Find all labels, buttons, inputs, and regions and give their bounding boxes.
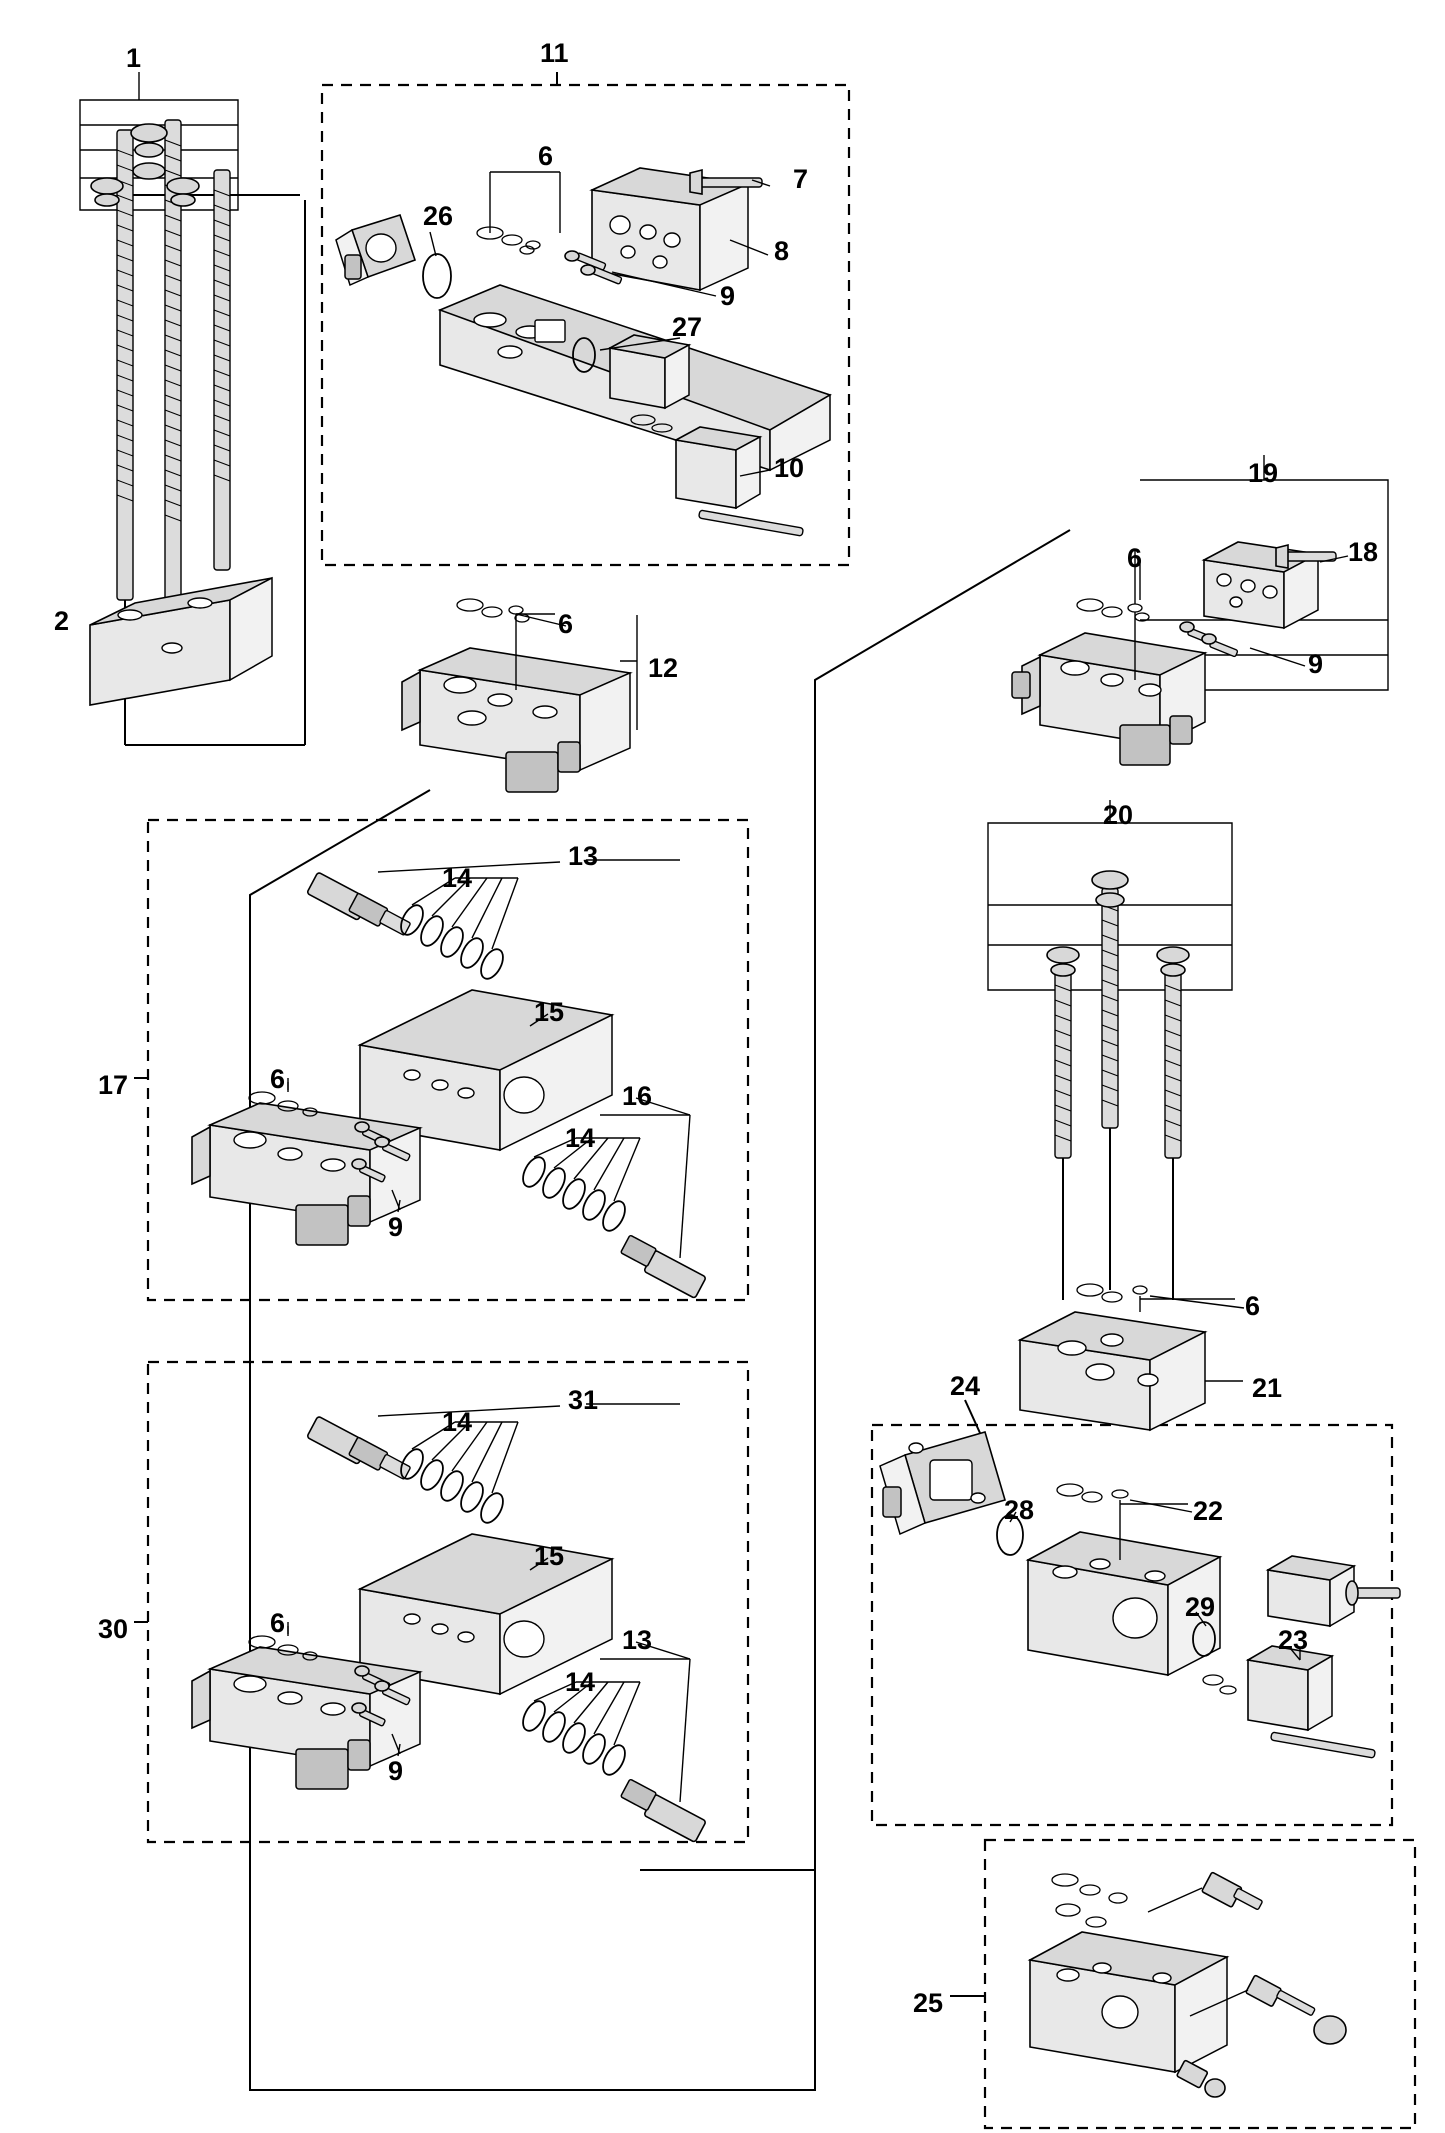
- callout-12: 12: [648, 653, 679, 683]
- callout-19: 19: [1248, 458, 1279, 488]
- callout-7: 7: [793, 164, 809, 194]
- callout-9d: 9: [1308, 649, 1324, 679]
- callout-6e: 6: [1127, 543, 1143, 573]
- callout-28: 28: [1004, 1495, 1035, 1525]
- callout-2: 2: [54, 606, 70, 636]
- callout-8: 8: [774, 236, 790, 266]
- callout-22: 22: [1193, 1496, 1224, 1526]
- callout-31: 31: [568, 1385, 599, 1415]
- callout-9c: 9: [388, 1756, 404, 1786]
- callout-27: 27: [672, 312, 703, 342]
- callout-13a: 13: [568, 841, 599, 871]
- callout-16: 16: [622, 1081, 653, 1111]
- callout-21: 21: [1252, 1373, 1283, 1403]
- callout-17: 17: [98, 1070, 129, 1100]
- callout-26: 26: [423, 201, 454, 231]
- callout-14d: 14: [565, 1667, 596, 1697]
- callout-23: 23: [1278, 1625, 1309, 1655]
- callout-11: 11: [540, 38, 569, 68]
- callout-9a: 9: [720, 281, 736, 311]
- part-group-19: [1012, 542, 1336, 765]
- callout-1: 1: [126, 43, 142, 73]
- callout-14b: 14: [565, 1123, 596, 1153]
- part-group-20-studs: [1047, 871, 1189, 1300]
- callout-14c: 14: [442, 1407, 473, 1437]
- callout-25: 25: [913, 1988, 944, 2018]
- callout-18: 18: [1348, 537, 1379, 567]
- callout-20: 20: [1103, 800, 1134, 830]
- callout-6f: 6: [1245, 1291, 1261, 1321]
- callout-15a: 15: [534, 997, 565, 1027]
- part-group-21: [1020, 1284, 1243, 1430]
- callout-14a: 14: [442, 863, 473, 893]
- callout-6d: 6: [270, 1608, 286, 1638]
- part-group-11: [336, 164, 830, 536]
- callout-10: 10: [774, 453, 805, 483]
- callout-6b: 6: [558, 609, 574, 639]
- callout-24: 24: [950, 1371, 981, 1401]
- callout-15b: 15: [534, 1541, 565, 1571]
- callout-30: 30: [98, 1614, 129, 1644]
- callout-9b: 9: [388, 1212, 404, 1242]
- callout-6c: 6: [270, 1064, 286, 1094]
- part-group-24: [880, 1432, 1400, 1758]
- callout-6a: 6: [538, 141, 554, 171]
- callout-29: 29: [1185, 1592, 1216, 1622]
- part-group-12: [402, 599, 630, 792]
- callout-13b: 13: [622, 1625, 653, 1655]
- part-group-25: [1030, 1872, 1346, 2097]
